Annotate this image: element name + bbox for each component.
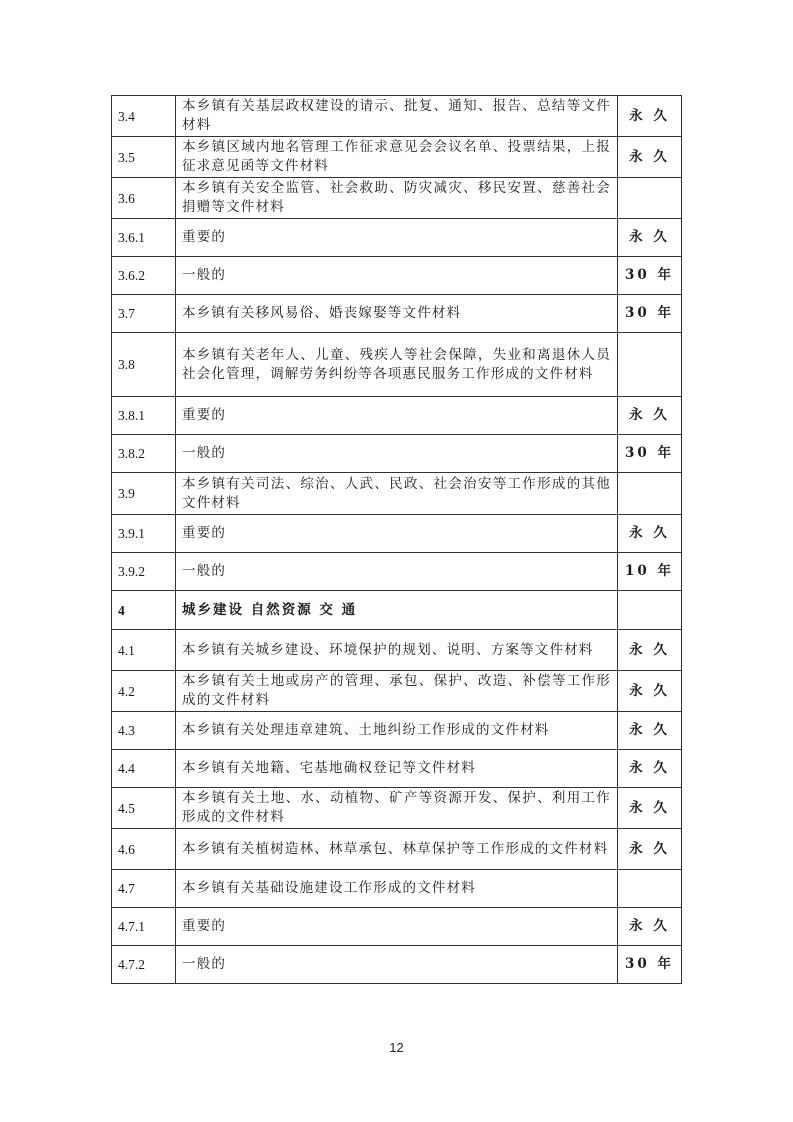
retention-term: 永 久 <box>618 788 682 829</box>
table-row <box>112 397 682 435</box>
retention-term: 30 年 <box>618 435 682 473</box>
retention-term: 30 年 <box>618 257 682 295</box>
retention-term: 30 年 <box>618 295 682 333</box>
item-title: 本乡镇有关司法、综治、人武、民政、社会治安等工作形成的其他文件材料 <box>176 473 618 515</box>
section-heading-row <box>112 591 682 630</box>
item-title: 本乡镇有关土地、水、动植物、矿产等资源开发、保护、利用工作形成的文件材料 <box>176 788 618 829</box>
item-code: 4.7 <box>112 870 176 908</box>
table-row <box>112 553 682 591</box>
retention-term: 10 年 <box>618 553 682 591</box>
item-title: 重要的 <box>176 515 618 553</box>
table-row <box>112 630 682 671</box>
retention-schedule-table <box>111 95 682 984</box>
item-code: 4.3 <box>112 712 176 750</box>
table-row <box>112 946 682 984</box>
table-row <box>112 295 682 333</box>
section-title: 城乡建设 自然资源 交 通 <box>176 591 618 630</box>
table-row <box>112 219 682 257</box>
retention-term: 永 久 <box>618 829 682 870</box>
retention-term <box>618 591 682 630</box>
item-code: 4.1 <box>112 630 176 671</box>
retention-term: 永 久 <box>618 712 682 750</box>
item-code: 3.8.2 <box>112 435 176 473</box>
item-code: 3.9.1 <box>112 515 176 553</box>
item-code: 3.9.2 <box>112 553 176 591</box>
item-code: 4.5 <box>112 788 176 829</box>
table-row <box>112 750 682 788</box>
table-row <box>112 515 682 553</box>
retention-term: 永 久 <box>618 671 682 712</box>
table-row <box>112 473 682 515</box>
table-row <box>112 96 682 137</box>
item-title: 本乡镇有关土地或房产的管理、承包、保护、改造、补偿等工作形成的文件材料 <box>176 671 618 712</box>
retention-term: 永 久 <box>618 515 682 553</box>
item-title: 本乡镇有关基层政权建设的请示、批复、通知、报告、总结等文件材料 <box>176 96 618 137</box>
item-code: 3.8.1 <box>112 397 176 435</box>
table-row <box>112 788 682 829</box>
item-code: 3.6.2 <box>112 257 176 295</box>
retention-term: 永 久 <box>618 750 682 788</box>
retention-term: 永 久 <box>618 908 682 946</box>
table-row <box>112 671 682 712</box>
item-title: 本乡镇有关处理违章建筑、土地纠纷工作形成的文件材料 <box>176 712 618 750</box>
table-row <box>112 712 682 750</box>
item-code: 4.2 <box>112 671 176 712</box>
item-title: 本乡镇有关移风易俗、婚丧嫁娶等文件材料 <box>176 295 618 333</box>
retention-term <box>618 178 682 219</box>
item-code: 3.8 <box>112 333 176 397</box>
item-code: 3.6.1 <box>112 219 176 257</box>
item-title: 本乡镇区域内地名管理工作征求意见会会议名单、投票结果，上报征求意见函等文件材料 <box>176 137 618 178</box>
item-code: 4.6 <box>112 829 176 870</box>
table-row <box>112 870 682 908</box>
item-code: 4.7.2 <box>112 946 176 984</box>
item-title: 一般的 <box>176 257 618 295</box>
item-title: 本乡镇有关基础设施建设工作形成的文件材料 <box>176 870 618 908</box>
item-code: 3.5 <box>112 137 176 178</box>
retention-term: 永 久 <box>618 630 682 671</box>
table-row <box>112 333 682 397</box>
item-code: 3.6 <box>112 178 176 219</box>
page-number: 12 <box>389 1040 404 1055</box>
item-code: 3.4 <box>112 96 176 137</box>
table-row <box>112 137 682 178</box>
item-code: 3.9 <box>112 473 176 515</box>
retention-term <box>618 333 682 397</box>
item-title: 本乡镇有关老年人、儿童、残疾人等社会保障，失业和离退休人员社会化管理，调解劳务纠纷等各项惠民服务工作形成的文件材料 <box>176 333 618 397</box>
item-code: 4.7.1 <box>112 908 176 946</box>
item-title: 重要的 <box>176 219 618 257</box>
item-title: 重要的 <box>176 908 618 946</box>
table-row <box>112 257 682 295</box>
retention-term <box>618 473 682 515</box>
item-title: 本乡镇有关城乡建设、环境保护的规划、说明、方案等文件材料 <box>176 630 618 671</box>
retention-term <box>618 870 682 908</box>
table-row <box>112 435 682 473</box>
item-title: 本乡镇有关地籍、宅基地确权登记等文件材料 <box>176 750 618 788</box>
table-row <box>112 908 682 946</box>
item-code: 4.4 <box>112 750 176 788</box>
retention-term: 永 久 <box>618 219 682 257</box>
retention-term: 30 年 <box>618 946 682 984</box>
retention-term: 永 久 <box>618 397 682 435</box>
retention-term: 永 久 <box>618 137 682 178</box>
item-title: 本乡镇有关安全监管、社会救助、防灾减灾、移民安置、慈善社会捐赠等文件材料 <box>176 178 618 219</box>
item-title: 一般的 <box>176 946 618 984</box>
item-code: 3.7 <box>112 295 176 333</box>
section-code: 4 <box>112 591 176 630</box>
item-title: 一般的 <box>176 435 618 473</box>
item-title: 本乡镇有关植树造林、林草承包、林草保护等工作形成的文件材料 <box>176 829 618 870</box>
retention-term: 永 久 <box>618 96 682 137</box>
item-title: 重要的 <box>176 397 618 435</box>
item-title: 一般的 <box>176 553 618 591</box>
table-row <box>112 829 682 870</box>
table-row <box>112 178 682 219</box>
